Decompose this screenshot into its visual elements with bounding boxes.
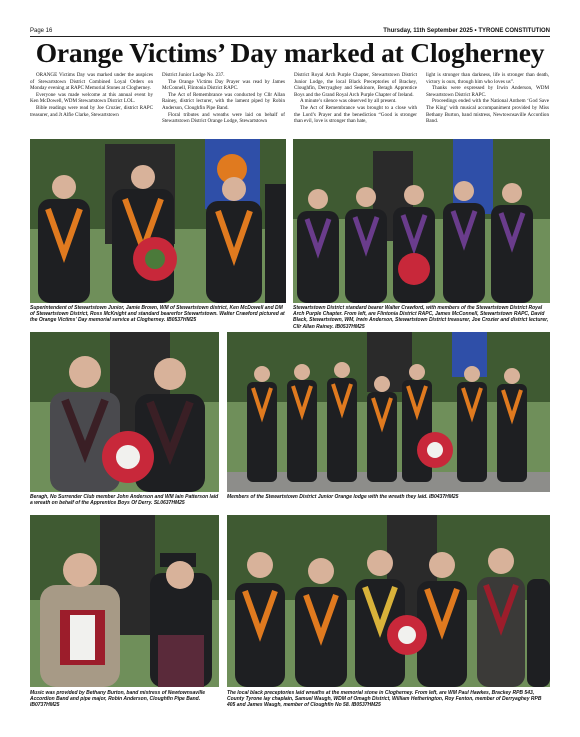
photo-musicians xyxy=(30,515,219,687)
article-column-1 xyxy=(30,72,153,118)
date-and-paper-title: Thursday, 11th September 2025 • TYRONE CONSTITUTION xyxy=(383,28,550,34)
paragraph: Floral tributes and wreaths were laid on behalf of Stewartstown District Orange Lodge, Stewartstown xyxy=(162,111,285,125)
photo-caption: Beragh, No Surrender Club member John Anderson and WM Iain Patterson laid a wreath on behalf of the Apprentice Boys Of Derry. SL0637HM25 xyxy=(30,494,219,507)
photo-caption: Music was provided by Bethany Burton, band mistress of Newtownsaville Accordion Band and pipe major, Robin Anderson, Cloughfin Pipe Band. IB0737HM25 xyxy=(30,690,206,709)
paragraph: ORANGE Victims Day was marked under the auspices of Stewartstown District Combined Loyal Orders on Monday evening at RAPC Memorial Stones at Clogherney. xyxy=(30,72,153,92)
paragraph: The Orange Victims Day Prayer was read by James McConnell, Flintonia District RAPC. xyxy=(162,78,285,92)
paragraph: Thanks were expressed by Irwin Anderson, WDM Stewartstown District RAPC. xyxy=(426,85,549,98)
paragraph: light is stronger than darkness, life is stronger than death, victory is ours, through him who loves us”. xyxy=(426,72,549,85)
article-column-2 xyxy=(162,72,285,125)
article-column-3 xyxy=(294,72,417,125)
photo-caption: Superintendent of Stewartstown Junior, Jamie Brown, WM of Stewartstown district, Ken McDowell and DM of Stewartstown District, Ross McKnight and standard bearerfor Stewartstown. Walter Crawford pictured at the Orange Victims’ Day memorial service at Clogherney. IB0537HM25 xyxy=(30,305,285,324)
paragraph: A minute’s silence was observed by all present. xyxy=(300,98,397,105)
paragraph: District Royal Arch Purple Chapter, Stewartstown District Junior Lodge, the local Black Preceptories of Brackey, Cloughfin, Derryaghey and Seskinore, Beragh Apprentice Boys and the Grand Royal Arch Purple Chapter of Ireland. xyxy=(294,72,417,98)
photo-caption: Members of the Stewartstown District Junior Orange lodge with the wreath they laid. IB0437HM25 xyxy=(227,494,459,500)
paragraph: Bible readings were read by Joe Crozier, district RAPC treasurer, and Jt Alfie Clarke, Stewartstown xyxy=(30,104,153,118)
photo-apprentice-boys xyxy=(30,332,219,492)
paragraph: The Act of Remembrance was brought to a close with the Lord’s Prayer and the benediction “Good is stronger than evil, love is stronger than hate, xyxy=(294,104,417,125)
article-column-4 xyxy=(426,72,549,125)
paragraph: Everyone was made welcome at this annual event by Ken McDowell, WDM Stewartstown District LOL. xyxy=(30,91,153,105)
photo-caption: The local black preceptories laid wreaths at the memorial stone in Clogherney. From left, are WM Paul Hawkes, Brackey RPB 543, County Tyrone lay chaplain, Samuel Waugh, WDM of Omagh District, William Hetherington, Roy Fenton, member of Derryaghey RPB 405 and James Waugh, member of Cloughfin No 58. IB0537HM25 xyxy=(227,690,542,709)
photo-black-preceptories xyxy=(227,515,550,687)
photo-caption: Stewartstown District standard bearer Walter Crawford, with members of the Stewartstown District Royal Arch Purple Chapter. From left, are Flintonia District RAPC, James McConnell, Stewartstown RAPC, David Black, Stewartstown, WM, Irwin Anderson, Stewartstown District treasurer, Joe Crozier and district lecturer, Cllr Allan Rainey. IB0537HM25 xyxy=(293,305,549,330)
headline: Orange Victims’ Day marked at Clogherney xyxy=(35,37,545,68)
photo-junior-orange-lodge xyxy=(227,332,550,492)
paragraph: Proceedings ended with the National Anthem ‘God Save The King’ with musical accompaniment provided by Miss Bethany Burton, band mistress, Newtownsaville Accordion Band. xyxy=(426,98,549,125)
page-number: Page 16 xyxy=(30,28,53,34)
photo-rapc-members xyxy=(293,139,550,303)
photo-officers-with-wreath xyxy=(30,139,286,303)
paragraph: The Act of Remembrance was conducted by Cllr Allan Rainey, district lecturer, with the lament piped by Robin Anderson, Cloughfin Pipe Band. xyxy=(162,91,285,111)
paragraph: District Junior Lodge No. 237. xyxy=(162,72,225,78)
